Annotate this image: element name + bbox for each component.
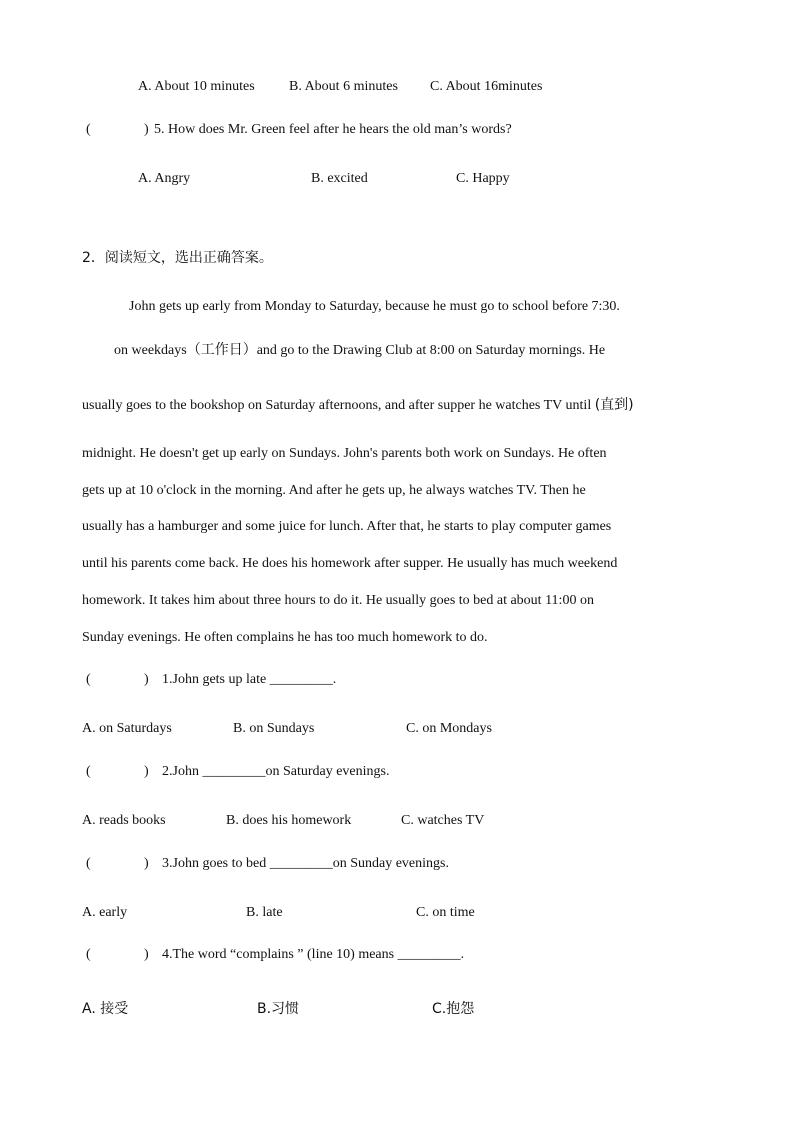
passage-gloss: (直到) <box>594 397 634 413</box>
section-title: 2．阅读短文，选出正确答案。 <box>82 250 273 266</box>
option-c: C.抱怨 <box>432 1001 475 1017</box>
option-b: B. on Sundays <box>233 721 315 736</box>
answer-paren-close: ) <box>144 856 149 871</box>
option-a: A. 接受 <box>82 1001 129 1017</box>
option-c: C. Happy <box>456 171 510 186</box>
answer-paren-close: ) <box>144 122 149 137</box>
option-a: A. on Saturdays <box>82 721 172 736</box>
option-c: C. watches TV <box>401 813 485 828</box>
option-a: A. About 10 minutes <box>138 79 255 94</box>
passage-line-3 <box>82 396 634 415</box>
option-b: B. late <box>246 905 283 920</box>
option-b: B. About 6 minutes <box>289 79 398 94</box>
passage-line-6: usually has a hamburger and some juice for lunch. After that, he starts to play computer games <box>82 519 612 534</box>
option-b: B. does his homework <box>226 813 352 828</box>
question-text: 2.John _________on Saturday evenings. <box>162 764 390 779</box>
answer-paren-open: ( <box>86 764 91 779</box>
passage-line-5: gets up at 10 o'clock in the morning. And after he gets up, he always watches TV. Then he <box>82 483 586 498</box>
passage-text: and go to the Drawing Club at 8:00 on Saturday mornings. He <box>256 343 606 358</box>
question-text: 5. How does Mr. Green feel after he hears the old man’s words? <box>154 122 512 137</box>
answer-paren-open: ( <box>86 122 91 137</box>
question-text: 1.John gets up late _________. <box>162 672 337 687</box>
passage-line-7: until his parents come back. He does his homework after supper. He usually has much weekend <box>82 556 618 571</box>
option-c: C. About 16minutes <box>430 79 543 94</box>
passage-text: usually goes to the bookshop on Saturday afternoons, and after supper he watches TV until <box>82 398 592 413</box>
answer-paren-open: ( <box>86 856 91 871</box>
passage-line-1: John gets up early from Monday to Saturday, because he must go to school before 7:30. <box>129 299 620 314</box>
passage-gloss: （工作日） <box>186 342 257 358</box>
option-a: A. Angry <box>138 171 191 186</box>
option-a: A. early <box>82 905 128 920</box>
option-c: C. on time <box>416 905 475 920</box>
option-c: C. on Mondays <box>406 721 492 736</box>
passage-line-8: homework. It takes him about three hours to do it. He usually goes to bed at about 11:00 on <box>82 593 594 608</box>
question-text: 4.The word “complains ” (line 10) means _________. <box>162 947 465 962</box>
option-b: B.习惯 <box>257 1001 300 1017</box>
passage-text: on weekdays <box>114 343 187 358</box>
answer-paren-close: ) <box>144 947 149 962</box>
question-text: 3.John goes to bed _________on Sunday evenings. <box>162 856 449 871</box>
option-b: B. excited <box>311 171 368 186</box>
passage-line-4: midnight. He doesn't get up early on Sundays. John's parents both work on Sundays. He often <box>82 446 607 461</box>
answer-paren-close: ) <box>144 764 149 779</box>
passage-line-9: Sunday evenings. He often complains he has too much homework to do. <box>82 630 488 645</box>
answer-paren-open: ( <box>86 947 91 962</box>
answer-paren-close: ) <box>144 672 149 687</box>
option-a: A. reads books <box>82 813 166 828</box>
answer-paren-open: ( <box>86 672 91 687</box>
passage-line-2 <box>114 341 605 360</box>
